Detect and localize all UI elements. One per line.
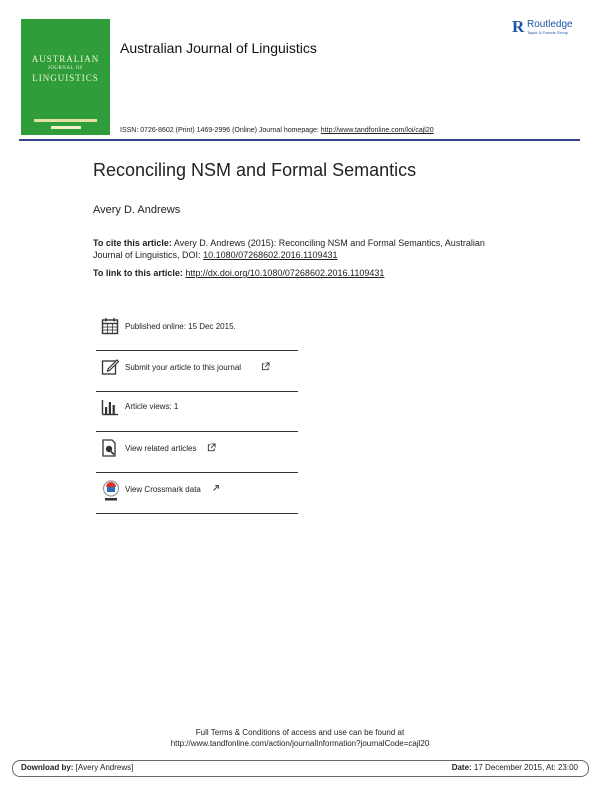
article-url-link[interactable]: http://dx.doi.org/10.1080/07268602.2016.1109431 <box>185 268 385 278</box>
issn-line <box>120 127 434 134</box>
external-link-icon <box>261 362 270 371</box>
routledge-logo <box>512 18 592 40</box>
related-articles-text[interactable]: View related articles <box>125 444 197 453</box>
article-link-line <box>93 268 384 278</box>
download-info-bar <box>12 760 589 777</box>
header-rule <box>19 139 580 141</box>
published-online-text: Published online: 15 Dec 2015. <box>125 322 236 331</box>
download-date-value: 17 December 2015, At: 23:00 <box>471 763 578 772</box>
link-label: To link to this article: <box>93 268 186 278</box>
crossmark-row[interactable] <box>96 473 298 514</box>
issn-text: ISSN: 0726-8602 (Print) 1469-2996 (Online) Journal homepage: <box>120 127 321 134</box>
citation-block <box>93 237 493 261</box>
submit-article-row[interactable] <box>96 351 298 392</box>
doi-link[interactable]: 10.1080/07268602.2016.1109431 <box>203 250 338 260</box>
article-views-text: Article views: 1 <box>125 402 179 411</box>
pencil-icon <box>101 358 119 376</box>
bar-chart-icon <box>101 398 119 416</box>
download-date <box>452 763 578 772</box>
download-date-label: Date: <box>451 763 472 772</box>
cover-strip <box>34 119 97 122</box>
article-title: Reconciling NSM and Formal Semantics <box>93 160 417 180</box>
submit-article-text[interactable]: Submit your article to this journal <box>125 363 242 372</box>
routledge-r-icon: R <box>512 17 525 36</box>
related-articles-row[interactable] <box>96 432 298 473</box>
terms-url-link[interactable]: http://www.tandfonline.com/action/journalInformation?journalCode=cajl20 <box>170 739 430 748</box>
crossmark-arrow-icon <box>212 484 220 492</box>
downloaded-by <box>21 763 133 772</box>
document-search-icon <box>101 439 119 457</box>
article-views-row <box>96 392 298 433</box>
publisher-tagline: Taylor & Francis Group <box>527 30 568 35</box>
journal-name: Australian Journal of Linguistics <box>120 40 317 56</box>
terms-line: Full Terms & Conditions of access and use can be found at <box>195 728 405 737</box>
cite-text: Avery D. Andrews (2015): Reconciling NSM and Formal Semantics, Australian Journal of Linguistics, DOI: <box>93 238 485 260</box>
crossmark-text[interactable]: View Crossmark data <box>125 485 201 494</box>
article-author[interactable]: Avery D. Andrews <box>93 204 181 216</box>
journal-homepage-link[interactable]: http://www.tandfonline.com/loi/cajl20 <box>320 127 434 134</box>
calendar-icon <box>101 317 119 335</box>
cite-label: To cite this article: <box>93 238 172 248</box>
cover-publisher-mark <box>51 126 81 129</box>
external-link-icon <box>207 443 216 452</box>
crossmark-icon <box>101 480 121 502</box>
published-online-row <box>96 309 298 350</box>
publisher-name: Routledge <box>527 19 573 30</box>
cover-title-line1: AUSTRALIAN <box>31 54 100 64</box>
cover-title-line2: JOURNAL OF <box>47 66 84 71</box>
downloaded-by-value: [Avery Andrews] <box>73 763 134 772</box>
terms-footer <box>0 727 600 749</box>
cover-title-line3: LINGUISTICS <box>32 73 99 83</box>
journal-cover-image <box>21 19 110 135</box>
downloaded-by-label: Download by: <box>21 763 74 772</box>
divider <box>96 513 298 514</box>
